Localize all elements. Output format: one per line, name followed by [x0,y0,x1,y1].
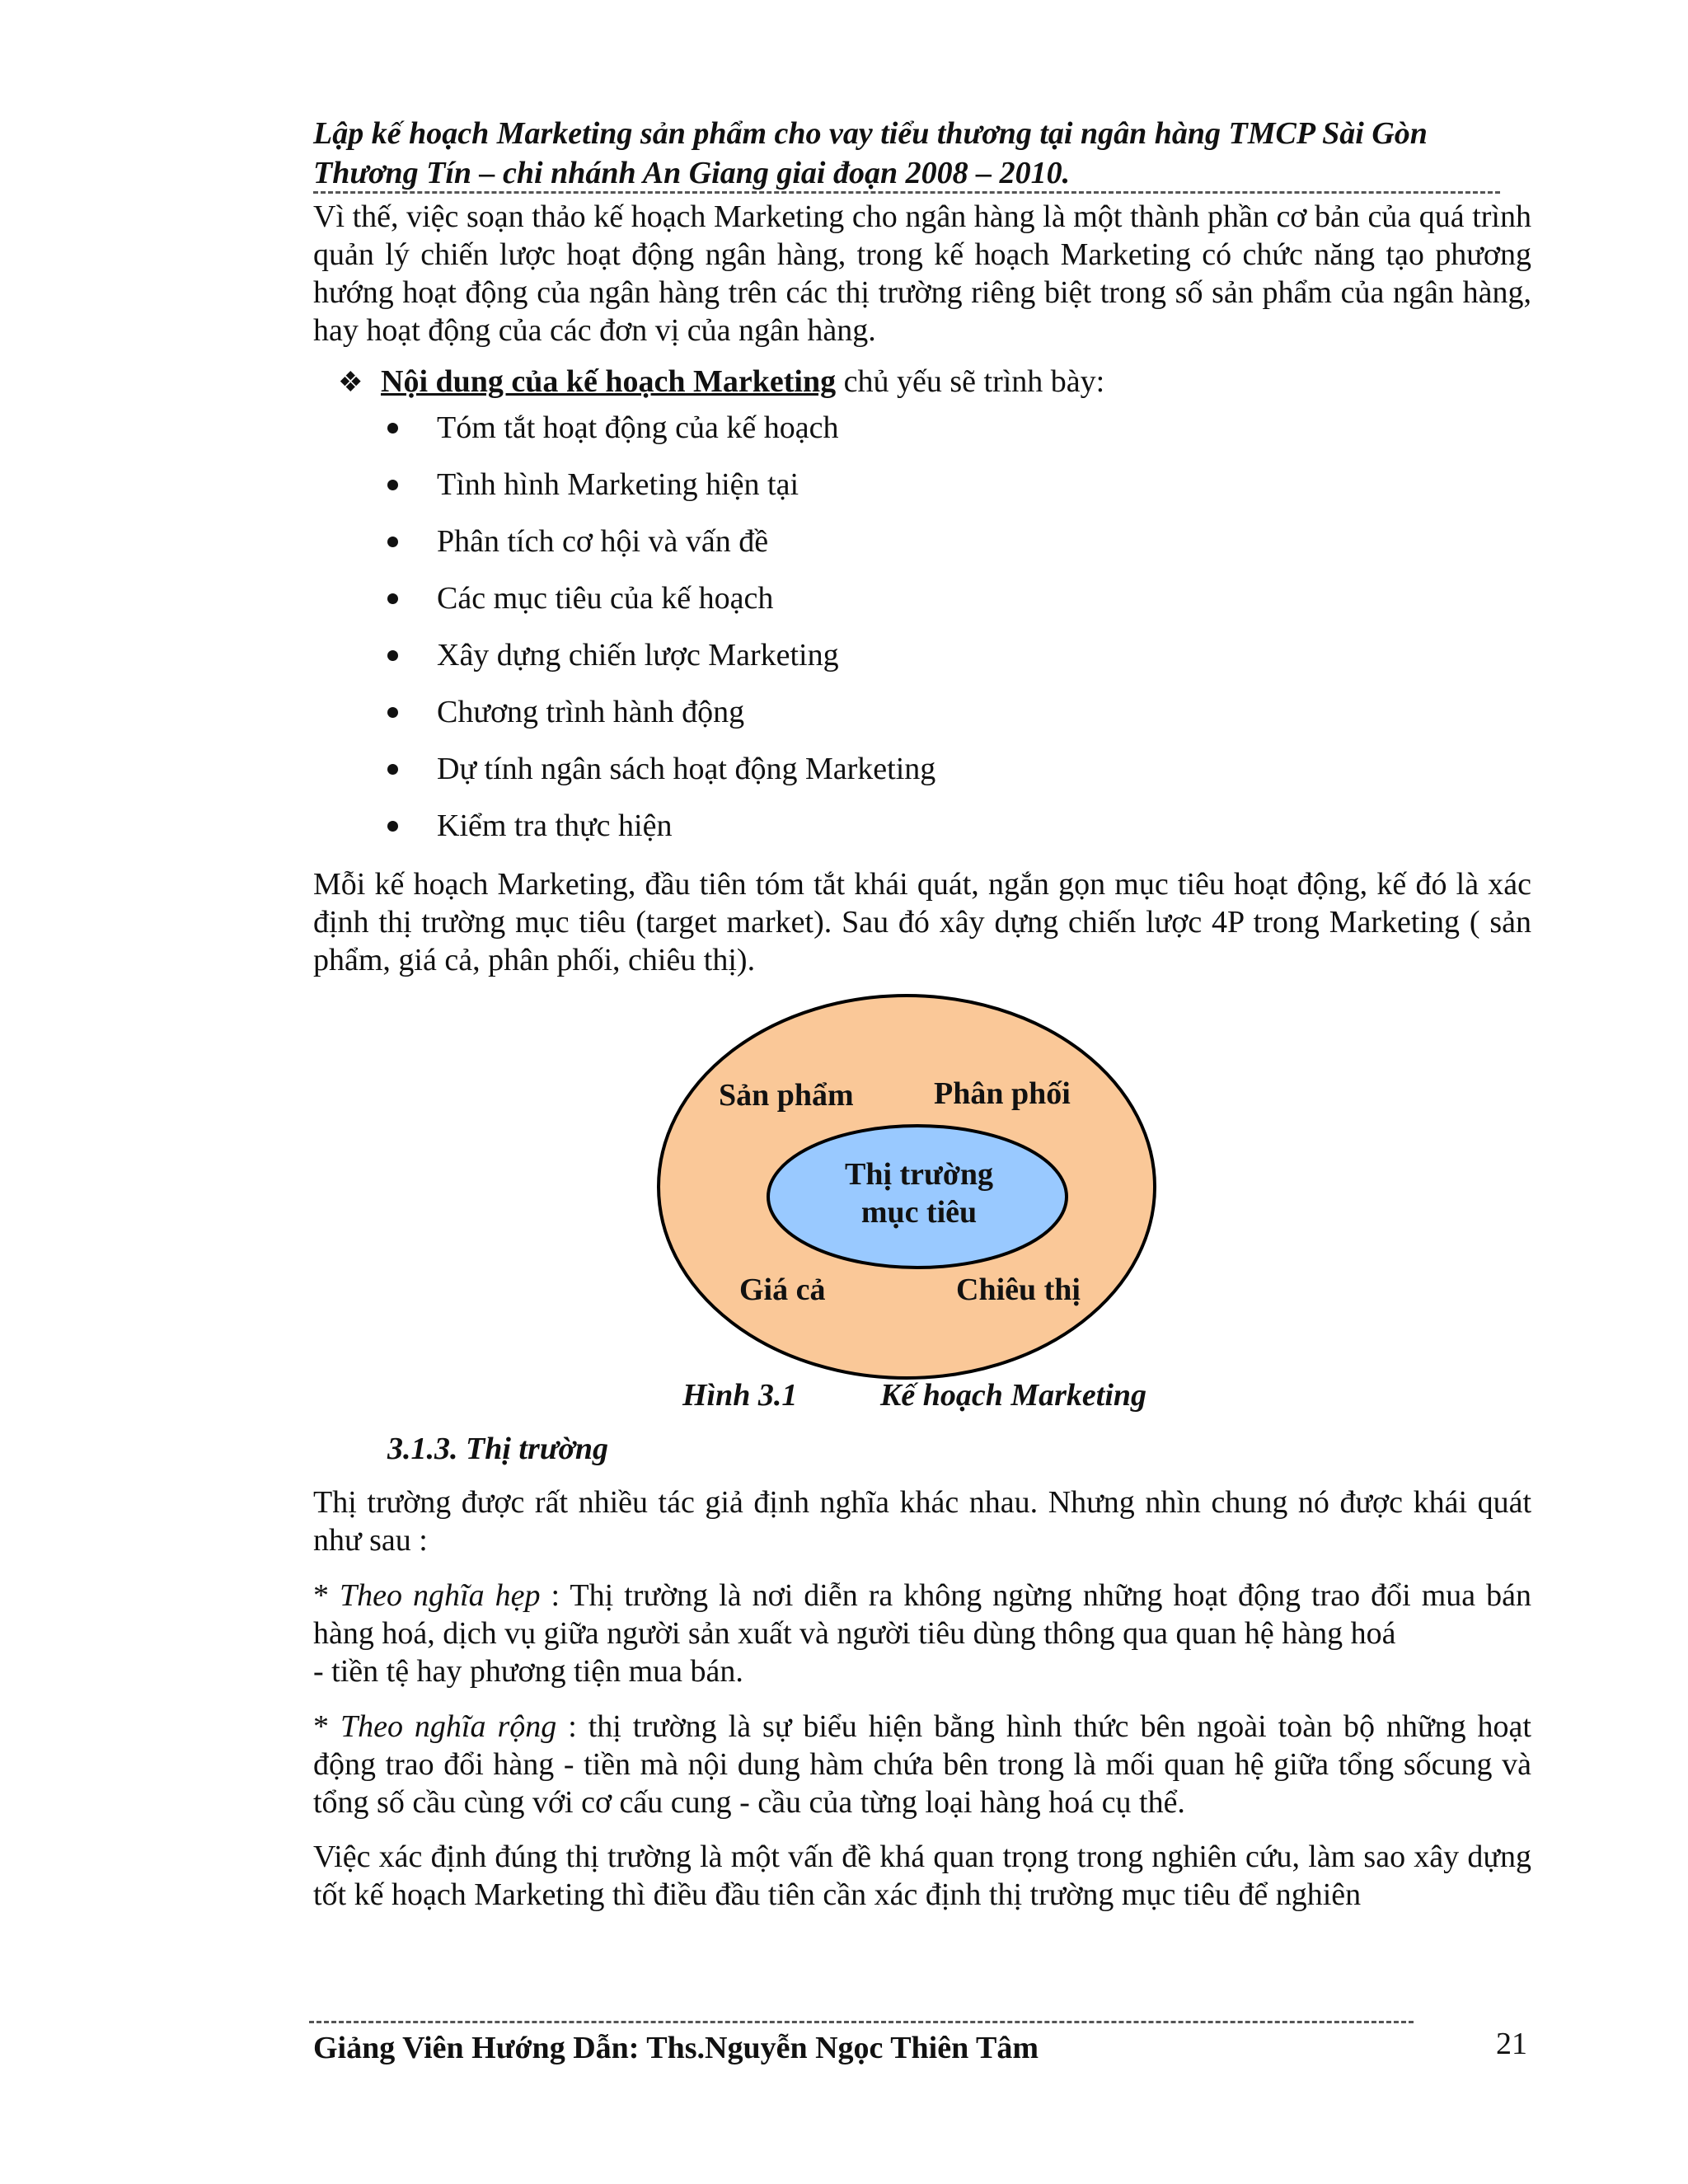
list-item: Tóm tắt hoạt động của kế hoạch [387,409,935,466]
section-heading: 3.1.3. Thị trường [387,1432,609,1466]
figure-caption-number: Hình 3.1 [682,1378,798,1413]
figure-caption-title: Kế hoạch Marketing [880,1378,1147,1413]
list-item: Phân tích cơ hội và vấn đề [387,523,935,579]
header-divider [313,191,1500,194]
page-number: 21 [1496,2027,1527,2061]
broad-definition-paragraph: * Theo nghĩa rộng : thị trường là sự biểu hiện bằng hình thức bên ngoài toàn bộ những hoạt động trao đổi hàng - tiền mà nội dung hàm chứa bên trong là mối quan hệ giữa tổng sốcung và tổng số cầu cùng với cơ cấu cung - cầu của từng loại hàng hoá cụ thể. [313,1709,1531,1820]
label-product: Sản phẩm [719,1078,854,1113]
narrow-definition-paragraph: * Theo nghĩa hẹp : Thị trường là nơi diễn ra không ngừng những hoạt động trao đổi mua bán hàng hoá, dịch vụ giữa người sản xuất và người tiêu dùng thông qua quan hệ hàng hoá - tiền tệ hay phương tiện mua bán. [313,1578,1532,1689]
bullet-dot-icon [387,423,398,434]
list-item: Chương trình hành động [387,693,935,750]
label-distribution: Phân phối [934,1076,1071,1111]
content-heading-highlight: Nội dung của kế hoạch Marketing [381,364,837,399]
label-target-market-line1: Thị trường [844,1157,994,1192]
plan-paragraph: Mỗi kế hoạch Marketing, đầu tiên tóm tắt khái quát, ngắn gọn mục tiêu hoạt động, kế đó là xác định thị trường mục tiêu (target market). Sau đó xây dựng chiến lược 4P trong Marketing ( sản phẩm, giá cả, phân phối, chiêu thị). [313,867,1531,977]
broad-definition-term: Theo nghĩa rộng [340,1709,557,1744]
closing-paragraph: Việc xác định đúng thị trường là một vấn đề khá quan trọng trong nghiên cứu, làm sao xây dựng tốt kế hoạch Marketing thì điều đầu tiên cần xác định thị trường mục tiêu để nghiên [313,1840,1531,1912]
bullet-dot-icon [387,821,398,832]
label-target-market-line2: mục tiêu [860,1195,978,1230]
label-promotion: Chiêu thị [956,1272,1081,1307]
list-item: Các mục tiêu của kế hoạch [387,579,935,636]
marketing-plan-diagram [651,989,1162,1385]
header-title-line1: Lập kế hoạch Marketing sản phẩm cho vay tiểu thương tại ngân hàng TMCP Sài Gòn [313,116,1428,151]
content-heading [338,363,1104,402]
bullet-dot-icon [387,650,398,661]
narrow-definition-term: Theo nghĩa hẹp [340,1578,541,1613]
footer-advisor: Giảng Viên Hướng Dẫn: Ths.Nguyễn Ngọc Thiên Tâm [313,2031,1039,2065]
bullet-dot-icon [387,480,398,490]
diamond-bullet-icon: ❖ [338,368,363,398]
document-header [313,114,1500,193]
content-heading-rest: chủ yếu sẽ trình bày: [836,364,1105,399]
bullet-dot-icon [387,593,398,604]
bullet-dot-icon [387,707,398,718]
label-price: Giá cả [739,1272,826,1307]
bullet-dot-icon [387,537,398,547]
intro-paragraph: Vì thế, việc soạn thảo kế hoạch Marketing cho ngân hàng là một thành phần cơ bản của quá trình quản lý chiến lược hoạt động ngân hàng, trong kế hoạch Marketing có chức năng tạo phương hướng hoạt động của ngân hàng trên các thị trường riêng biệt trong số sản phẩm của ngân hàng, hay hoạt động của các đơn vị của ngân hàng. [313,199,1531,348]
list-item: Tình hình Marketing hiện tại [387,466,935,523]
list-item: Xây dựng chiến lược Marketing [387,636,935,693]
market-intro-paragraph: Thị trường được rất nhiều tác giả định nghĩa khác nhau. Nhưng nhìn chung nó được khái quát như sau : [313,1485,1531,1558]
bullet-dot-icon [387,764,398,775]
footer-divider [309,2021,1414,2023]
list-item: Dự tính ngân sách hoạt động Marketing [387,750,935,807]
plan-contents-list [387,409,935,864]
list-item: Kiểm tra thực hiện [387,807,935,864]
header-title-line2: Thương Tín – chi nhánh An Giang giai đoạn 2008 – 2010. [313,156,1071,190]
